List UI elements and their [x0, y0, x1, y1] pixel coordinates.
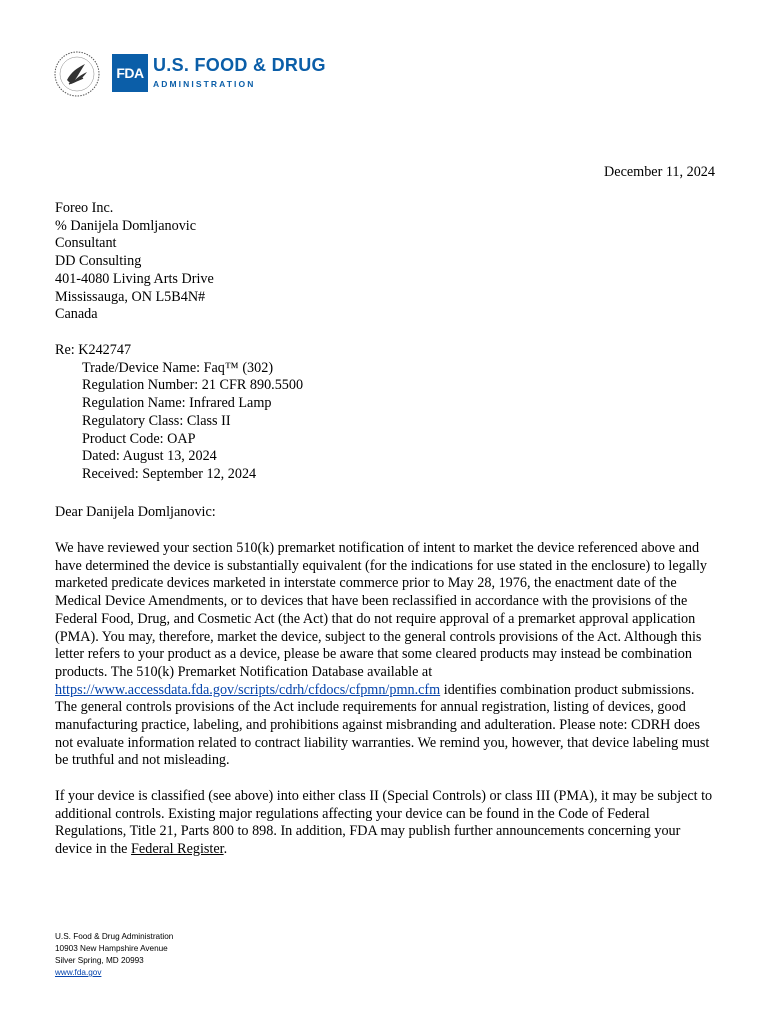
federal-register-text: Federal Register: [131, 841, 224, 858]
recipient-address: [55, 200, 214, 324]
re-block: [55, 342, 303, 484]
paragraph-2-text: If your device is classified (see above) into either class II (Special Controls) or class III (PMA), it may be subject to additional controls. Existing major regulations affecting your device can be found in the Code of Federal Regulations, Title 21, Parts 800 to 898. In addition, FDA may publish further announcements concerning your device in the: [55, 788, 713, 858]
footer-org: U.S. Food & Drug Administration: [55, 932, 174, 941]
hhs-seal-icon: [53, 50, 101, 98]
agency-name: [153, 54, 326, 90]
re-number: Re: K242747: [55, 342, 132, 358]
paragraph-2: [55, 788, 719, 859]
letter-date: December 11, 2024: [604, 164, 715, 180]
recipient-attn: % Danijela Domljanovic: [55, 217, 197, 234]
footer-website-link[interactable]: www.fda.gov: [55, 968, 102, 977]
greeting: Dear Danijela Domljanovic:: [55, 504, 216, 520]
footer-street: 10903 New Hampshire Avenue: [55, 944, 168, 953]
footer-address: [55, 931, 173, 979]
re-regulation-number: Regulation Number: 21 CFR 890.5500: [82, 377, 304, 394]
paragraph-2-end: .: [223, 841, 228, 858]
re-dated: Dated: August 13, 2024: [82, 448, 217, 465]
paragraph-1: [55, 540, 719, 770]
re-trade-name: Trade/Device Name: Faq™ (302): [82, 359, 274, 376]
footer-city: Silver Spring, MD 20993: [55, 956, 144, 965]
recipient-company: Foreo Inc.: [55, 200, 114, 216]
fda-logo: [112, 54, 148, 92]
fda-logo-text: FDA: [116, 65, 144, 81]
recipient-street: 401-4080 Living Arts Drive: [55, 270, 214, 287]
recipient-city: Mississauga, ON L5B4N#: [55, 288, 206, 305]
agency-name-line1: U.S. FOOD & DRUG: [153, 55, 326, 75]
recipient-firm: DD Consulting: [55, 253, 142, 270]
paragraph-1-text-b: identifies combination product submissions. The general controls provisions of the Act include requirements for annual registration, listing of devices, good manufacturing practice, labeling, and prohibitions against misbranding and adulteration. Please note: CDRH does not evaluate information related to contract liability warranties. We remind you, however, that device labeling must be truthful and not misleading.: [55, 681, 710, 769]
agency-name-line2: ADMINISTRATION: [153, 79, 256, 89]
re-product-code: Product Code: OAP: [82, 430, 196, 447]
recipient-country: Canada: [55, 306, 98, 323]
re-received: Received: September 12, 2024: [82, 465, 257, 482]
re-regulatory-class: Regulatory Class: Class II: [82, 412, 231, 429]
paragraph-1-text-a: We have reviewed your section 510(k) premarket notification of intent to market the device referenced above and have determined the device is substantially equivalent (for the indications for use stated in the enclosure) to legally marketed predicate devices marketed in interstate commerce prior to May 28, 1976, the enactment date of the Medical Device Amendments, or to devices that have been reclassified in accordance with the provisions of the Federal Food, Drug, and Cosmetic Act (the Act) that do not require approval of a premarket approval application (PMA). You may, therefore, market the device, subject to the general controls provisions of the Act. Although this letter refers to your product as a device, please be aware that some cleared products may instead be combination products. The 510(k) Premarket Notification Database available at: [55, 540, 708, 680]
re-regulation-name: Regulation Name: Infrared Lamp: [82, 395, 272, 412]
pmn-database-link[interactable]: https://www.accessdata.fda.gov/scripts/cdrh/cfdocs/cfpmn/pmn.cfm: [55, 681, 441, 698]
recipient-title: Consultant: [55, 235, 117, 252]
